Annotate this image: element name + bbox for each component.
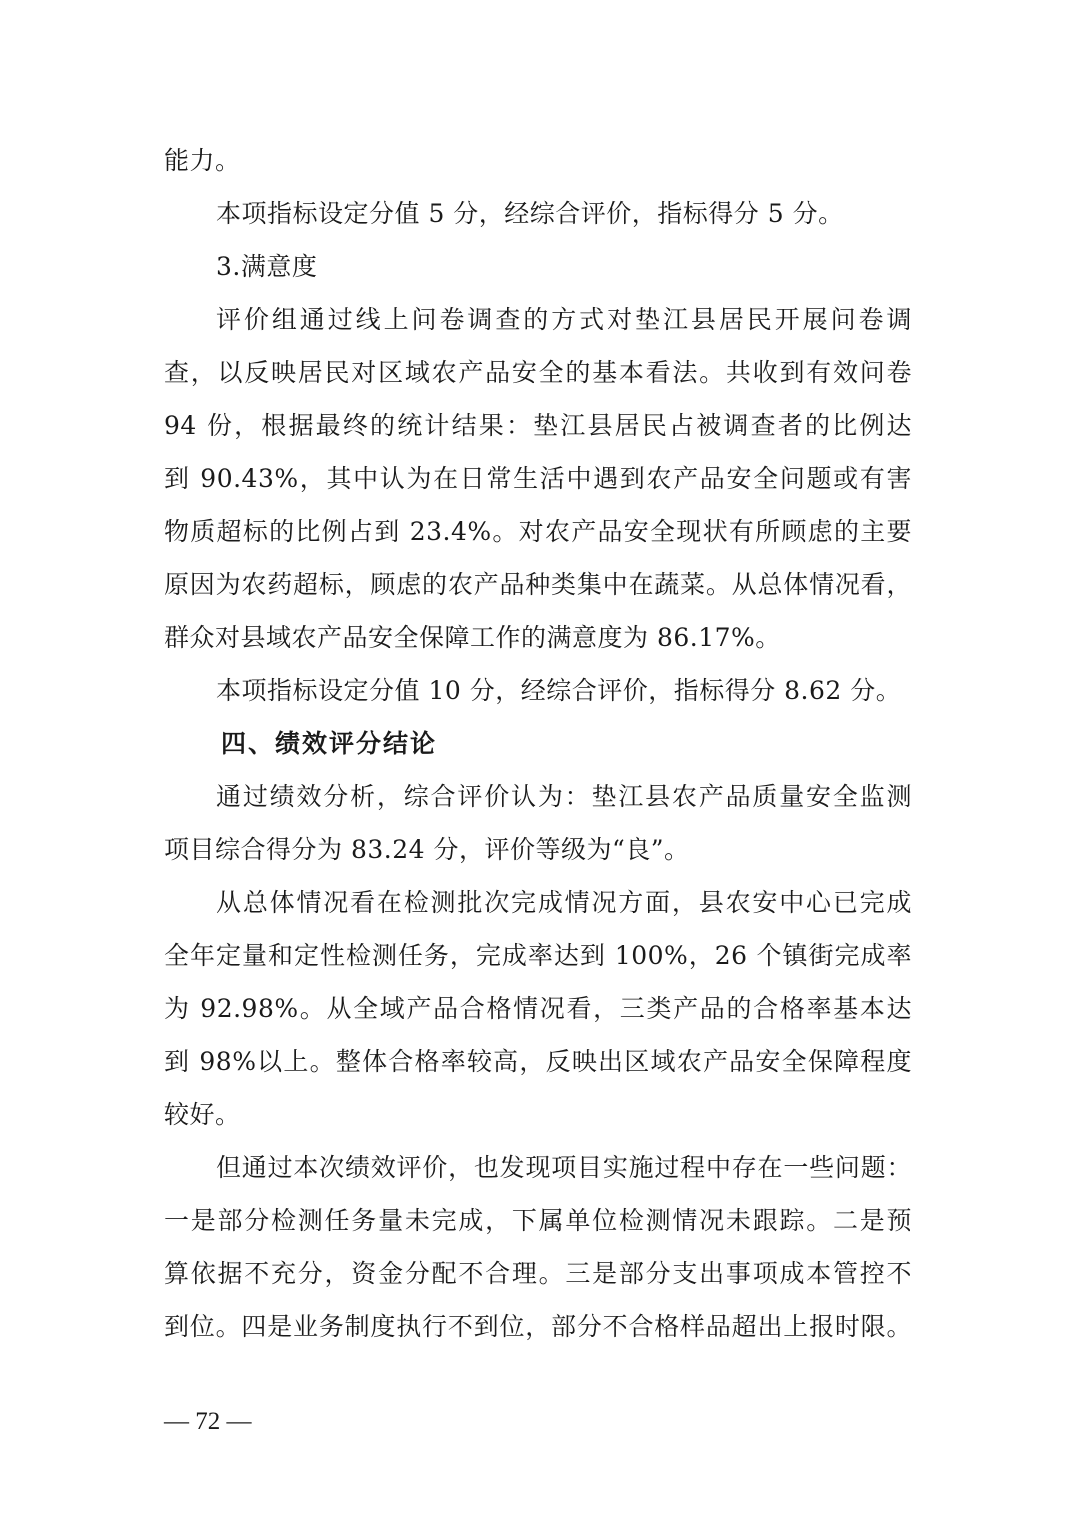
subsection-title-satisfaction	[164, 240, 912, 293]
text-line: 较好。	[164, 1100, 241, 1129]
paragraph-conclusion	[164, 770, 912, 876]
paragraph-score-statement	[164, 664, 912, 717]
text-line: 本项指标设定分值 10 分，经综合评价，指标得分 8.62 分。	[216, 676, 902, 705]
text-line: 查，以反映居民对区域农产品安全的基本看法。共收到有效问卷	[164, 358, 912, 387]
paragraph-overall-situation	[164, 876, 912, 1141]
text-line: 94 份，根据最终的统计结果：垫江县居民占被调查者的比例达	[164, 411, 912, 440]
text-line: 物质超标的比例占到 23.4%。对农产品安全现状有所顾虑的主要	[164, 517, 912, 546]
section-heading: 四、绩效评分结论	[221, 729, 438, 758]
paragraph-continuation	[164, 134, 912, 187]
document-page	[164, 134, 912, 1353]
text-line: 本项指标设定分值 5 分，经综合评价，指标得分 5 分。	[216, 199, 844, 228]
text-line: 算依据不充分，资金分配不合理。三是部分支出事项成本管控不	[164, 1259, 912, 1288]
text-line: 项目综合得分为 83.24 分，评价等级为“良”。	[164, 835, 690, 864]
text-line: 到 98%以上。整体合格率较高，反映出区域农产品安全保障程度	[164, 1047, 912, 1076]
text-line: 群众对县域农产品安全保障工作的满意度为 86.17%。	[164, 623, 781, 652]
text-line: 全年定量和定性检测任务，完成率达到 100%，26 个镇街完成率	[164, 941, 912, 970]
page-number: — 72 —	[164, 1408, 252, 1435]
text-line: 3.满意度	[216, 252, 318, 281]
text-line: 通过绩效分析，综合评价认为：垫江县农产品质量安全监测	[216, 782, 912, 811]
text-line: 一是部分检测任务量未完成，下属单位检测情况未跟踪。二是预	[164, 1206, 912, 1235]
paragraph-problems	[164, 1141, 912, 1353]
text-line: 评价组通过线上问卷调查的方式对垫江县居民开展问卷调	[216, 305, 912, 334]
text-line: 到位。四是业务制度执行不到位，部分不合格样品超出上报时限。	[164, 1312, 912, 1341]
text-line: 从总体情况看在检测批次完成情况方面，县农安中心已完成	[216, 888, 912, 917]
paragraph-survey-results	[164, 293, 912, 664]
text-line: 原因为农药超标，顾虑的农产品种类集中在蔬菜。从总体情况看，	[164, 570, 912, 599]
paragraph-score-statement	[164, 187, 912, 240]
text-line: 但通过本次绩效评价，也发现项目实施过程中存在一些问题：	[216, 1153, 912, 1182]
text-line: 到 90.43%，其中认为在日常生活中遇到农产品安全问题或有害	[164, 464, 912, 493]
text-line: 为 92.98%。从全域产品合格情况看，三类产品的合格率基本达	[164, 994, 912, 1023]
text-line: 能力。	[164, 146, 241, 175]
